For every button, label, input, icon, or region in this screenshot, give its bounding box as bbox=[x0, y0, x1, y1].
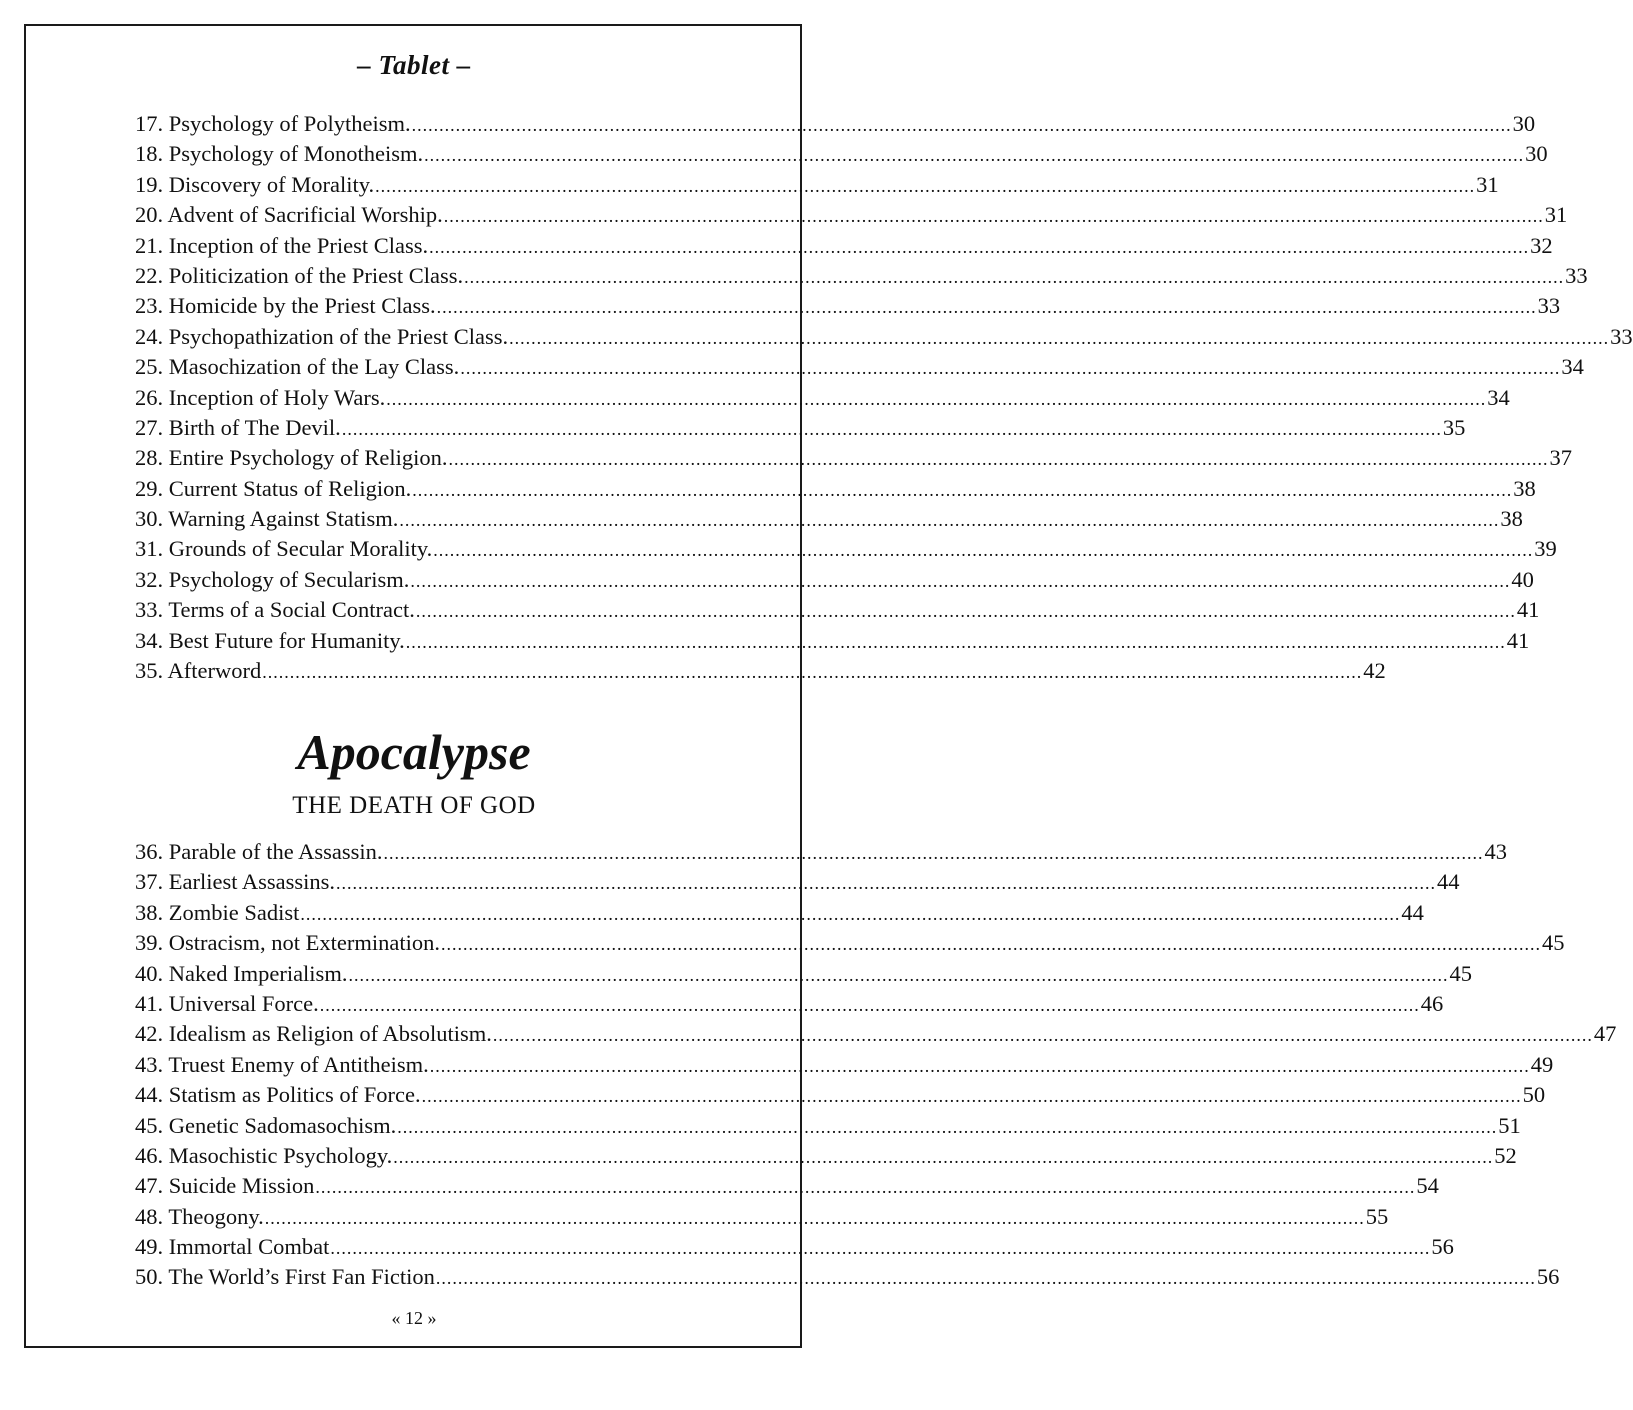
toc-entry-title: 32. Psychology of Secularism. bbox=[135, 566, 410, 592]
dot-leader: ........................................................................................................................................................................................................ bbox=[435, 1268, 1536, 1289]
toc-entry-title: 22. Politicization of the Priest Class. bbox=[135, 262, 464, 288]
toc-entry bbox=[135, 413, 1466, 443]
dot-leader: ........................................................................................................................................................................................................ bbox=[443, 206, 1544, 227]
toc-entry-page-number: 31 bbox=[1544, 202, 1568, 228]
dot-leader: ........................................................................................................................................................................................................ bbox=[433, 540, 1534, 561]
toc-entry-page-number: 38 bbox=[1513, 475, 1536, 501]
toc-entry-title: 21. Inception of the Priest Class. bbox=[135, 232, 429, 258]
dot-leader: ........................................................................................................................................................................................................ bbox=[300, 903, 1401, 924]
toc-entry-page-number: 38 bbox=[1500, 506, 1523, 532]
toc-entry bbox=[135, 231, 1553, 261]
dot-leader: ........................................................................................................................................................................................................ bbox=[319, 994, 1420, 1015]
toc-entry-page-number: 55 bbox=[1365, 1203, 1389, 1229]
toc-entry bbox=[135, 322, 1633, 352]
toc-entry-page-number: 37 bbox=[1549, 445, 1572, 471]
toc-entry bbox=[135, 352, 1584, 382]
dot-leader: ........................................................................................................................................................................................................ bbox=[429, 1055, 1530, 1076]
dot-leader: ........................................................................................................................................................................................................ bbox=[264, 1207, 1365, 1228]
dot-leader: ........................................................................................................................................................................................................ bbox=[412, 479, 1513, 500]
toc-entry-title: 19. Discovery of Morality. bbox=[135, 171, 375, 197]
dot-leader: ........................................................................................................................................................................................................ bbox=[509, 327, 1610, 348]
toc-entry-title: 43. Truest Enemy of Antitheism. bbox=[135, 1051, 429, 1077]
toc-entry-page-number: 40 bbox=[1511, 566, 1534, 592]
toc-entry-title: 39. Ostracism, not Extermination. bbox=[135, 930, 440, 956]
section-subtitle: THE DEATH OF GOD bbox=[292, 792, 536, 819]
toc-entry-title: 47. Suicide Mission bbox=[135, 1173, 315, 1199]
dot-leader: ........................................................................................................................................................................................................ bbox=[397, 1116, 1498, 1137]
toc-entry-title: 23. Homicide by the Priest Class. bbox=[135, 293, 436, 319]
dot-leader: ........................................................................................................................................................................................................ bbox=[262, 662, 1363, 683]
toc-entry-page-number: 45 bbox=[1541, 930, 1565, 956]
toc-entry-page-number: 34 bbox=[1561, 354, 1584, 380]
dot-leader: ........................................................................................................................................................................................................ bbox=[375, 175, 1476, 196]
dot-leader: ........................................................................................................................................................................................................ bbox=[348, 964, 1449, 985]
toc-entry-title: 20. Advent of Sacrificial Worship. bbox=[135, 202, 443, 228]
toc-entry-title: 40. Naked Imperialism. bbox=[135, 960, 348, 986]
toc-entry bbox=[135, 1111, 1521, 1141]
toc-entry-title: 27. Birth of The Devil. bbox=[135, 414, 341, 440]
toc-entry bbox=[135, 1171, 1439, 1201]
toc-entry-title: 42. Idealism as Religion of Absolutism. bbox=[135, 1021, 492, 1047]
toc-entry-page-number: 50 bbox=[1522, 1082, 1546, 1108]
toc-entry bbox=[135, 626, 1530, 656]
toc-entry bbox=[135, 595, 1540, 625]
dot-leader: ........................................................................................................................................................................................................ bbox=[410, 570, 1511, 591]
toc-entry-page-number: 33 bbox=[1565, 262, 1588, 288]
toc-entry bbox=[135, 474, 1536, 504]
dot-leader: ........................................................................................................................................................................................................ bbox=[383, 843, 1484, 863]
toc-entry bbox=[135, 565, 1534, 595]
toc-entry bbox=[135, 1141, 1517, 1171]
toc-entry bbox=[135, 534, 1557, 564]
toc-entry bbox=[135, 139, 1548, 169]
toc-entry-page-number: 44 bbox=[1401, 899, 1424, 925]
toc-entry-page-number: 41 bbox=[1506, 627, 1530, 653]
toc-entry bbox=[135, 837, 1507, 867]
toc-entry-title: 26. Inception of Holy Wars. bbox=[135, 384, 386, 410]
toc-entry bbox=[135, 291, 1561, 321]
dot-leader: ........................................................................................................................................................................................................ bbox=[421, 1086, 1522, 1107]
dot-leader: ........................................................................................................................................................................................................ bbox=[330, 1238, 1431, 1259]
toc-entry bbox=[135, 928, 1565, 958]
toc-entry bbox=[135, 261, 1588, 291]
dot-leader: ........................................................................................................................................................................................................ bbox=[341, 418, 1442, 439]
toc-entry-title: 50. The World’s First Fan Fiction bbox=[135, 1264, 435, 1290]
toc-entry-page-number: 54 bbox=[1416, 1173, 1439, 1199]
table-of-contents-part-1 bbox=[135, 109, 1633, 686]
page-number: « 12 » bbox=[391, 1308, 437, 1328]
toc-entry-title: 38. Zombie Sadist bbox=[135, 899, 300, 925]
dot-leader: ........................................................................................................................................................................................................ bbox=[440, 934, 1541, 955]
toc-entry bbox=[135, 109, 1536, 139]
toc-entry-title: 28. Entire Psychology of Religion. bbox=[135, 445, 448, 471]
section-title: Apocalypse bbox=[297, 724, 531, 780]
toc-entry bbox=[135, 959, 1472, 989]
toc-entry bbox=[135, 898, 1424, 928]
toc-entry-page-number: 30 bbox=[1512, 111, 1536, 136]
toc-entry-page-number: 56 bbox=[1431, 1234, 1454, 1260]
toc-entry bbox=[135, 656, 1386, 686]
dot-leader: ........................................................................................................................................................................................................ bbox=[411, 115, 1512, 135]
toc-entry-page-number: 31 bbox=[1476, 171, 1499, 197]
toc-entry-page-number: 49 bbox=[1530, 1051, 1554, 1077]
toc-entry-page-number: 45 bbox=[1449, 960, 1472, 986]
toc-entry-title: 35. Afterword bbox=[135, 658, 262, 684]
toc-entry bbox=[135, 1232, 1454, 1262]
toc-entry-page-number: 30 bbox=[1525, 141, 1548, 167]
dot-leader: ........................................................................................................................................................................................................ bbox=[405, 631, 1506, 652]
toc-entry bbox=[135, 1262, 1560, 1292]
toc-entry-page-number: 39 bbox=[1534, 536, 1557, 562]
toc-entry bbox=[135, 867, 1460, 897]
toc-entry bbox=[135, 989, 1444, 1019]
dot-leader: ........................................................................................................................................................................................................ bbox=[399, 510, 1500, 531]
toc-entry-title: 34. Best Future for Humanity. bbox=[135, 627, 405, 653]
toc-entry-title: 30. Warning Against Statism. bbox=[135, 506, 399, 532]
dot-leader: ........................................................................................................................................................................................................ bbox=[492, 1025, 1593, 1046]
table-of-contents-part-2 bbox=[135, 837, 1617, 1293]
toc-entry bbox=[135, 170, 1499, 200]
dot-leader: ........................................................................................................................................................................................................ bbox=[436, 297, 1537, 318]
toc-entry-title: 24. Psychopathization of the Priest Class. bbox=[135, 323, 509, 349]
toc-entry-page-number: 33 bbox=[1537, 293, 1561, 319]
toc-entry-title: 48. Theogony. bbox=[135, 1203, 264, 1229]
toc-entry-title: 25. Masochization of the Lay Class. bbox=[135, 354, 460, 380]
toc-entry-title: 45. Genetic Sadomasochism. bbox=[135, 1112, 397, 1138]
toc-entry-page-number: 52 bbox=[1494, 1142, 1517, 1168]
toc-entry-title: 49. Immortal Combat bbox=[135, 1234, 330, 1260]
toc-entry-page-number: 47 bbox=[1593, 1021, 1617, 1047]
dot-leader: ........................................................................................................................................................................................................ bbox=[386, 388, 1487, 409]
toc-entry-page-number: 46 bbox=[1420, 990, 1444, 1016]
toc-entry-page-number: 51 bbox=[1498, 1112, 1521, 1138]
toc-entry-page-number: 44 bbox=[1437, 869, 1460, 895]
toc-entry bbox=[135, 443, 1572, 473]
dot-leader: ........................................................................................................................................................................................................ bbox=[460, 358, 1561, 379]
dot-leader: ........................................................................................................................................................................................................ bbox=[393, 1146, 1494, 1167]
dot-leader: ........................................................................................................................................................................................................ bbox=[429, 236, 1530, 257]
toc-entry bbox=[135, 200, 1568, 230]
toc-entry-title: 36. Parable of the Assassin. bbox=[135, 839, 383, 864]
toc-entry-page-number: 41 bbox=[1516, 597, 1540, 623]
toc-entry bbox=[135, 1050, 1554, 1080]
dot-leader: ........................................................................................................................................................................................................ bbox=[336, 873, 1436, 894]
toc-entry-title: 18. Psychology of Monotheism. bbox=[135, 141, 424, 167]
toc-entry-title: 46. Masochistic Psychology. bbox=[135, 1142, 393, 1168]
toc-entry-title: 29. Current Status of Religion. bbox=[135, 475, 412, 501]
toc-entry bbox=[135, 504, 1523, 534]
toc-entry-page-number: 42 bbox=[1363, 658, 1386, 684]
dot-leader: ........................................................................................................................................................................................................ bbox=[464, 266, 1565, 287]
toc-entry-page-number: 35 bbox=[1442, 414, 1466, 440]
toc-entry-title: 41. Universal Force. bbox=[135, 990, 319, 1016]
toc-entry-title: 17. Psychology of Polytheism. bbox=[135, 111, 411, 136]
toc-entry-title: 37. Earliest Assassins. bbox=[135, 869, 335, 895]
toc-entry-page-number: 56 bbox=[1536, 1264, 1560, 1290]
dot-leader: ........................................................................................................................................................................................................ bbox=[315, 1177, 1416, 1198]
running-head: – Tablet – bbox=[357, 50, 471, 80]
toc-entry-title: 33. Terms of a Social Contract. bbox=[135, 597, 415, 623]
toc-entry-title: 44. Statism as Politics of Force. bbox=[135, 1082, 421, 1108]
dot-leader: ........................................................................................................................................................................................................ bbox=[415, 601, 1516, 622]
toc-entry-page-number: 32 bbox=[1530, 232, 1553, 258]
dot-leader: ........................................................................................................................................................................................................ bbox=[448, 449, 1549, 470]
toc-entry bbox=[135, 383, 1510, 413]
toc-entry-page-number: 33 bbox=[1610, 323, 1633, 349]
toc-entry bbox=[135, 1202, 1389, 1232]
toc-entry bbox=[135, 1019, 1617, 1049]
toc-entry bbox=[135, 1080, 1546, 1110]
toc-entry-page-number: 34 bbox=[1487, 384, 1510, 410]
toc-entry-page-number: 43 bbox=[1484, 839, 1507, 864]
dot-leader: ........................................................................................................................................................................................................ bbox=[424, 145, 1525, 166]
toc-entry-title: 31. Grounds of Secular Morality. bbox=[135, 536, 433, 562]
